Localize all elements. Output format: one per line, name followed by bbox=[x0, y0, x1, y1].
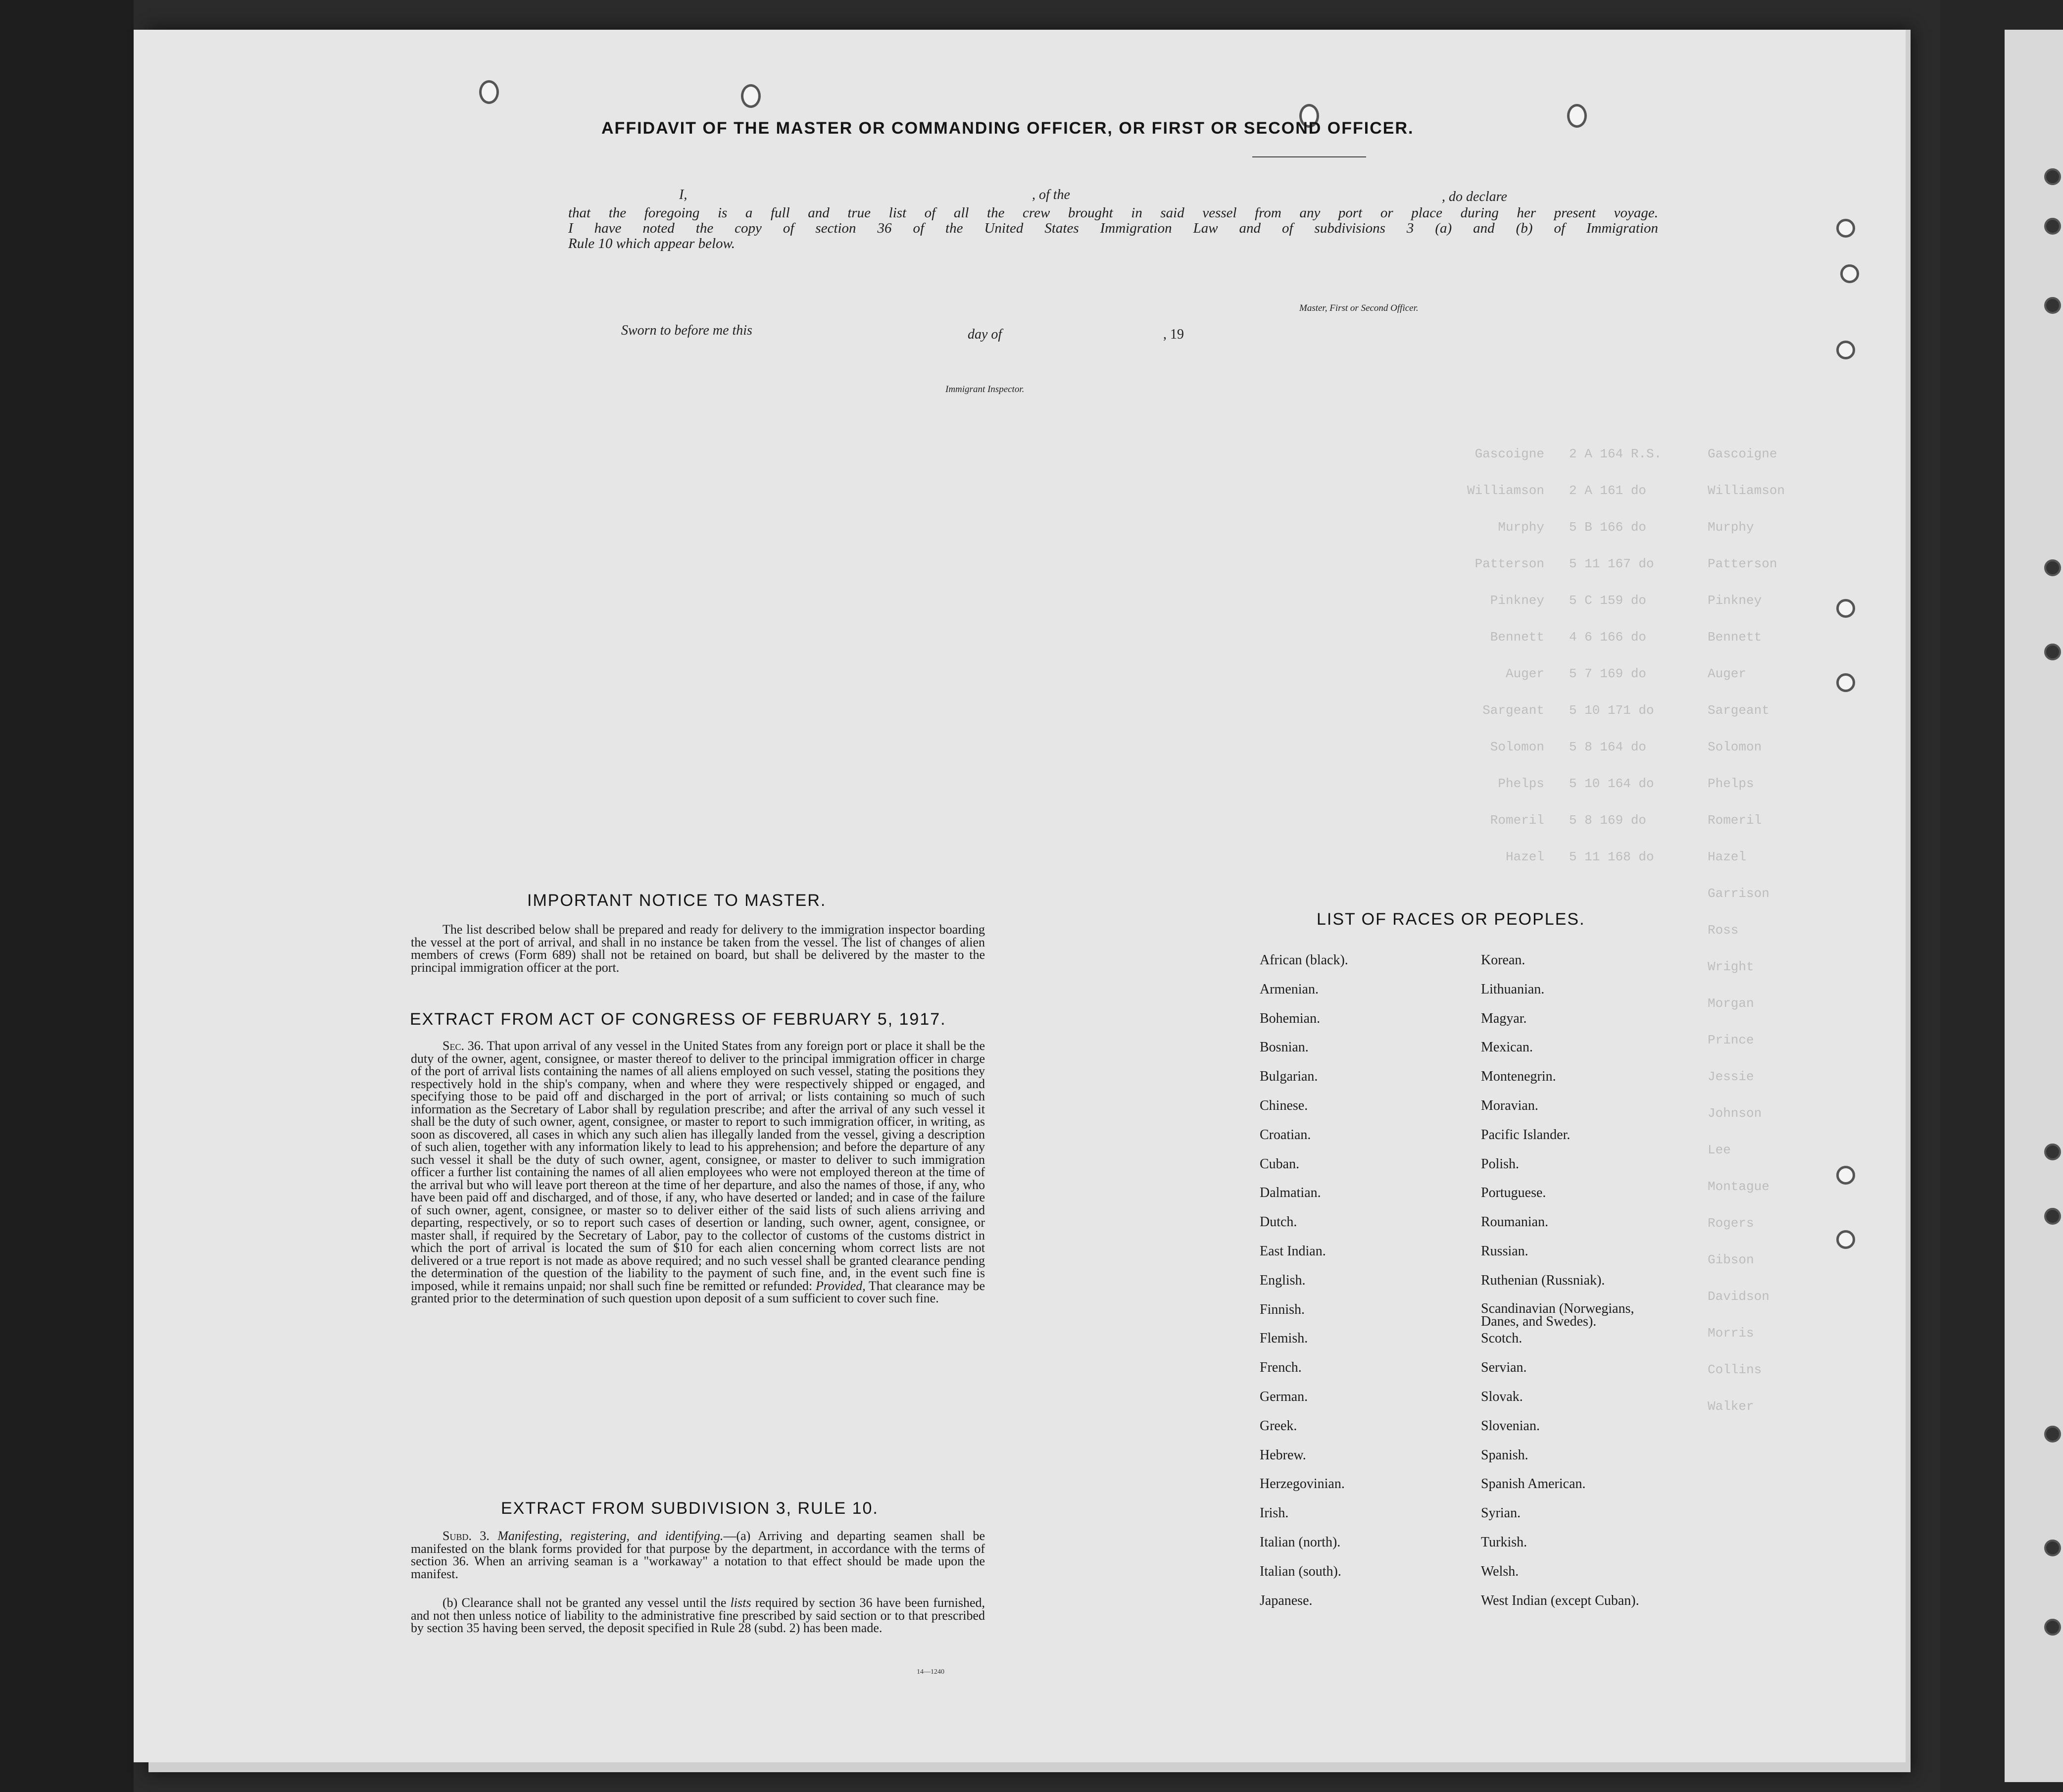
bleed-through-text: Romeril bbox=[1708, 813, 1762, 828]
bleed-through-text: Bennett bbox=[1490, 630, 1544, 645]
bleed-through-text: 5 C 159 do bbox=[1569, 593, 1647, 608]
bleed-through-text: 5 11 167 do bbox=[1569, 556, 1654, 571]
para-b-start: (b) Clearance shall not be granted any vessel until the bbox=[442, 1595, 727, 1610]
race-item: Russian. bbox=[1481, 1243, 1528, 1259]
race-item: Chinese. bbox=[1260, 1097, 1308, 1113]
bleed-through-text: Gibson bbox=[1708, 1252, 1754, 1267]
bleed-through-text: Murphy bbox=[1498, 520, 1544, 535]
punch-hole-icon bbox=[2044, 218, 2061, 235]
races-left-column bbox=[1260, 953, 1468, 1622]
race-item: Portuguese. bbox=[1481, 1185, 1546, 1201]
race-item: Turkish. bbox=[1481, 1534, 1527, 1550]
bleed-through-text: Davidson bbox=[1708, 1289, 1769, 1304]
bleed-through-text: Hazel bbox=[1708, 849, 1747, 864]
bleed-through-text: 5 10 164 do bbox=[1569, 776, 1654, 791]
punch-hole-icon bbox=[1836, 1230, 1855, 1249]
race-item-wrapped: Scandinavian (Norwegians, Danes, and Swedes). bbox=[1481, 1300, 1634, 1329]
bleed-through-text: Solomon bbox=[1708, 740, 1762, 754]
notice-title: IMPORTANT NOTICE TO MASTER. bbox=[527, 891, 827, 910]
sworn-text: Sworn to before me this bbox=[621, 323, 752, 338]
bleed-through-text: 5 8 164 do bbox=[1569, 740, 1647, 754]
punch-hole-icon bbox=[2044, 1144, 2061, 1160]
affidavit-title: AFFIDAVIT OF THE MASTER OR COMMANDING OFFICER, OR FIRST OR SECOND OFFICER. bbox=[601, 119, 1414, 138]
bleed-through-text: Pinkney bbox=[1708, 593, 1762, 608]
section-text-end: That clearance may be granted prior to the determination of such question upon deposit of a sum sufficient to cover such fine. bbox=[411, 1278, 985, 1305]
race-item: Spanish American. bbox=[1481, 1476, 1586, 1492]
bleed-through-text: Gascoigne bbox=[1474, 447, 1544, 461]
race-item: Bosnian. bbox=[1260, 1040, 1309, 1055]
provided-word: Provided, bbox=[815, 1278, 866, 1293]
punch-hole-icon bbox=[2044, 168, 2061, 185]
races-right-column bbox=[1481, 953, 1738, 1622]
adjacent-page bbox=[2005, 30, 2063, 1782]
affidavit-of-the: , of the bbox=[1032, 187, 1070, 202]
bleed-through-text: Collins bbox=[1708, 1362, 1762, 1377]
bleed-through-text: Montague bbox=[1708, 1179, 1769, 1194]
punch-hole-icon bbox=[2044, 1540, 2061, 1556]
bleed-through-text: Bennett bbox=[1708, 630, 1762, 645]
bleed-through-text: 4 6 166 do bbox=[1569, 630, 1647, 645]
race-item: Greek. bbox=[1260, 1418, 1297, 1434]
bleed-through-text: Prince bbox=[1708, 1033, 1754, 1047]
rule-extract-title: EXTRACT FROM SUBDIVISION 3, RULE 10. bbox=[501, 1499, 879, 1518]
bleed-through-text: Sargeant bbox=[1482, 703, 1544, 718]
race-item: Armenian. bbox=[1260, 981, 1319, 997]
affidavit-line: Rule 10 which appear below. bbox=[568, 236, 735, 251]
bleed-through-text: Hazel bbox=[1505, 849, 1544, 864]
race-item bbox=[1481, 1302, 1738, 1332]
bleed-through-names bbox=[1346, 436, 1544, 875]
punch-hole-icon bbox=[2044, 1426, 2061, 1443]
bleed-through-codes bbox=[1569, 436, 1757, 875]
punch-hole-icon bbox=[1836, 1166, 1855, 1185]
race-item: French. bbox=[1260, 1360, 1302, 1376]
bleed-through-text: Romeril bbox=[1490, 813, 1544, 828]
scanner-background-left bbox=[0, 0, 134, 1792]
race-item: Italian (south). bbox=[1260, 1563, 1341, 1579]
bleed-through-text: Jessie bbox=[1708, 1069, 1754, 1084]
bleed-through-text: 5 7 169 do bbox=[1569, 666, 1647, 681]
bleed-through-text: 2 A 164 R.S. bbox=[1569, 447, 1662, 461]
punch-hole-icon bbox=[2044, 297, 2061, 314]
rule-para-a bbox=[411, 1530, 985, 1580]
title-rule bbox=[1252, 156, 1366, 157]
race-item: Dalmatian. bbox=[1260, 1185, 1321, 1201]
race-item: English. bbox=[1260, 1272, 1306, 1288]
bleed-through-text: Solomon bbox=[1490, 740, 1544, 754]
bleed-through-text: Ross bbox=[1708, 923, 1739, 938]
inspector-label: Immigrant Inspector. bbox=[945, 384, 1025, 395]
bleed-through-text: Pinkney bbox=[1490, 593, 1544, 608]
race-item: Moravian. bbox=[1481, 1097, 1538, 1113]
race-item: Dutch. bbox=[1260, 1214, 1297, 1230]
race-item: Slovenian. bbox=[1481, 1418, 1540, 1434]
bleed-through-text: Patterson bbox=[1708, 556, 1777, 571]
race-item: Pacific Islander. bbox=[1481, 1127, 1571, 1143]
race-item: African (black). bbox=[1260, 952, 1348, 968]
act-extract-body bbox=[411, 1040, 985, 1305]
race-item: Cuban. bbox=[1260, 1156, 1300, 1172]
race-item: Welsh. bbox=[1481, 1563, 1519, 1579]
bleed-through-text: Johnson bbox=[1708, 1106, 1762, 1121]
affidavit-line: I have noted the copy of section 36 of the United States Immigration Law and of subdivisions 3 (a) and (b) of Immigration bbox=[568, 220, 1658, 236]
punch-hole-icon bbox=[1836, 219, 1855, 238]
bleed-through-text: Phelps bbox=[1708, 776, 1754, 791]
race-item: Montenegrin. bbox=[1481, 1069, 1556, 1085]
subd-heading: Manifesting, registering, and identifying. bbox=[497, 1529, 724, 1543]
bleed-through-text: Auger bbox=[1708, 666, 1747, 681]
race-item: Finnish. bbox=[1260, 1301, 1305, 1317]
bleed-through-text: Auger bbox=[1505, 666, 1544, 681]
race-item: Bulgarian. bbox=[1260, 1069, 1318, 1085]
race-item: Spanish. bbox=[1481, 1447, 1528, 1463]
race-item: Slovak. bbox=[1481, 1389, 1523, 1404]
day-of-text: day of bbox=[968, 327, 1002, 342]
punch-hole-icon bbox=[2044, 1619, 2061, 1636]
affidavit-statement bbox=[568, 205, 1658, 251]
punch-hole-icon bbox=[1836, 673, 1855, 692]
race-item: Flemish. bbox=[1260, 1331, 1308, 1346]
race-item: Ruthenian (Russniak). bbox=[1481, 1272, 1605, 1288]
race-item: Lithuanian. bbox=[1481, 981, 1545, 997]
bleed-through-text: Wright bbox=[1708, 959, 1754, 974]
races-title: LIST OF RACES OR PEOPLES. bbox=[1317, 910, 1585, 929]
para-b-end: required by section 36 have been furnished, and not then unless notice of liability to the administrative fine prescribed by said section or to that prescribed by section 35 having been served, the deposit specified in Rule 28 (subd. 2) has been made. bbox=[411, 1595, 985, 1635]
bleed-through-text: 5 B 166 do bbox=[1569, 520, 1647, 535]
para-b-lists: lists bbox=[730, 1595, 751, 1610]
signature-label: Master, First or Second Officer. bbox=[1299, 303, 1419, 313]
punch-hole-icon bbox=[741, 84, 761, 108]
bleed-through-text: Murphy bbox=[1708, 520, 1754, 535]
punch-hole-icon bbox=[1836, 341, 1855, 359]
bleed-through-text: Rogers bbox=[1708, 1216, 1754, 1231]
year-text: , 19 bbox=[1163, 327, 1184, 342]
race-item: German. bbox=[1260, 1389, 1308, 1404]
race-item: Italian (north). bbox=[1260, 1534, 1341, 1550]
bleed-through-text: Walker bbox=[1708, 1399, 1754, 1414]
punch-hole-icon bbox=[1840, 264, 1859, 283]
bleed-through-text: Patterson bbox=[1474, 556, 1544, 571]
punch-hole-icon bbox=[2044, 1208, 2061, 1225]
notice-body: The list described below shall be prepared and ready for delivery to the immigration inspector boarding the vessel at the port of arrival, and shall in no instance be taken from the vessel. The list of changes of alien members of crews (Form 689) shall not be retained on board, but shall be delivered by the master to the principal immigration officer at the port. bbox=[411, 922, 985, 975]
bleed-through-text: Garrison bbox=[1708, 886, 1769, 901]
bleed-through-text: Williamson bbox=[1708, 483, 1785, 498]
punch-hole-icon bbox=[1567, 104, 1587, 128]
race-item: Korean. bbox=[1481, 952, 1525, 968]
punch-hole-icon bbox=[1836, 599, 1855, 618]
bleed-through-text: Williamson bbox=[1467, 483, 1544, 498]
bleed-through-text: Morgan bbox=[1708, 996, 1754, 1011]
manifest-page bbox=[134, 30, 1906, 1762]
section-text: That upon arrival of any vessel in the United States from any foreign port or place it shall be the duty of the owner, agent, consignee, or master thereof to deliver to the principal immigration officer in charge of the port of arrival lists containing the names of all aliens employed on such vessel, stating the positions they respectively hold in the ship's company, when and where they were respectively shipped or engaged, and specifying those to be paid off and discharged in the port of arrival; or lists containing so much of such information as the Secretary of Labor shall by regulation prescribe; and after the arrival of any such vessel it shall be the duty of such owner, agent, consignee, or master to report to such immigration officer, in writing, as soon as discovered, all cases in which any such alien has illegally landed from the vessel, giving a description of such alien, together with any information likely to lead to his apprehension; and before the departure of any such vessel it shall be the duty of such owner, agent, consignee, or master to deliver to such immigration officer a further list containing the names of all alien employees who were not employed thereon at the time of the arrival but who will leave port thereon at the time of her departure, and also the names of those, if any, who have been paid off and discharged, and of those, if any, who have deserted or landed; and in case of the failure of such owner, agent, consignee, or master so to deliver either of the said lists of such aliens arriving and departing, respectively, or so to report such cases of desertion or landing, such owner, agent, consignee, or master shall, if required by the Secretary of Labor, pay to the collector of customs of the customs district in which the port of arrival is located the sum of $10 for each alien concerning whom correct lists are not delivered or a true report is not made as above required; and no such vessel shall be granted clearance pending the determination of the question of the liability to the payment of such fine, and, in the event such fine is imposed, while it remains unpaid; nor shall such fine be remitted or refunded: bbox=[411, 1039, 985, 1293]
bleed-through-text: Gascoigne bbox=[1708, 447, 1777, 461]
race-item: Croatian. bbox=[1260, 1127, 1311, 1143]
bleed-through-text: 5 8 169 do bbox=[1569, 813, 1647, 828]
affidavit-line: that the foregoing is a full and true list of all the crew brought in said vessel from any port or place during her present voyage. bbox=[568, 205, 1658, 221]
para-a-text: —(a) Arriving and departing seamen shall be manifested on the blank forms provided for that purpose by the department, in accordance with the terms of section 36. When an arriving seaman is a "workaway" a notation to that effect should be made upon the manifest. bbox=[411, 1529, 985, 1581]
race-item: Syrian. bbox=[1481, 1505, 1521, 1521]
form-number: 14—1240 bbox=[917, 1668, 944, 1676]
bleed-through-text: Phelps bbox=[1498, 776, 1544, 791]
bleed-through-text: 5 10 171 do bbox=[1569, 703, 1654, 718]
bleed-through-text: Morris bbox=[1708, 1326, 1754, 1341]
punch-hole-icon bbox=[479, 80, 499, 104]
punch-hole-icon bbox=[2044, 559, 2061, 576]
bleed-through-text: Sargeant bbox=[1708, 703, 1769, 718]
race-item: West Indian (except Cuban). bbox=[1481, 1593, 1639, 1608]
race-item: Polish. bbox=[1481, 1156, 1520, 1172]
race-item: Irish. bbox=[1260, 1505, 1289, 1521]
rule-para-b bbox=[411, 1596, 985, 1635]
race-item: Herzegovinian. bbox=[1260, 1476, 1345, 1492]
bleed-through-text: 5 11 168 do bbox=[1569, 849, 1654, 864]
affidavit-i: I, bbox=[679, 187, 688, 202]
bleed-through-text: Lee bbox=[1708, 1143, 1731, 1157]
punch-hole-icon bbox=[2044, 644, 2061, 660]
race-item: Servian. bbox=[1481, 1360, 1527, 1376]
race-item: Scotch. bbox=[1481, 1331, 1523, 1346]
race-item: Japanese. bbox=[1260, 1593, 1313, 1608]
race-item: Mexican. bbox=[1481, 1040, 1533, 1055]
affidavit-declare: , do declare bbox=[1442, 189, 1507, 204]
race-item: East Indian. bbox=[1260, 1243, 1326, 1259]
race-item: Magyar. bbox=[1481, 1010, 1527, 1026]
race-item: Bohemian. bbox=[1260, 1010, 1321, 1026]
act-extract-title: EXTRACT FROM ACT OF CONGRESS OF FEBRUARY 5, 1917. bbox=[410, 1010, 946, 1029]
section-label: Sec. 36. bbox=[442, 1039, 484, 1053]
subd-label: Subd. 3. bbox=[442, 1529, 490, 1543]
race-item: Hebrew. bbox=[1260, 1447, 1306, 1463]
race-item: Roumanian. bbox=[1481, 1214, 1549, 1230]
bleed-through-text: 2 A 161 do bbox=[1569, 483, 1647, 498]
